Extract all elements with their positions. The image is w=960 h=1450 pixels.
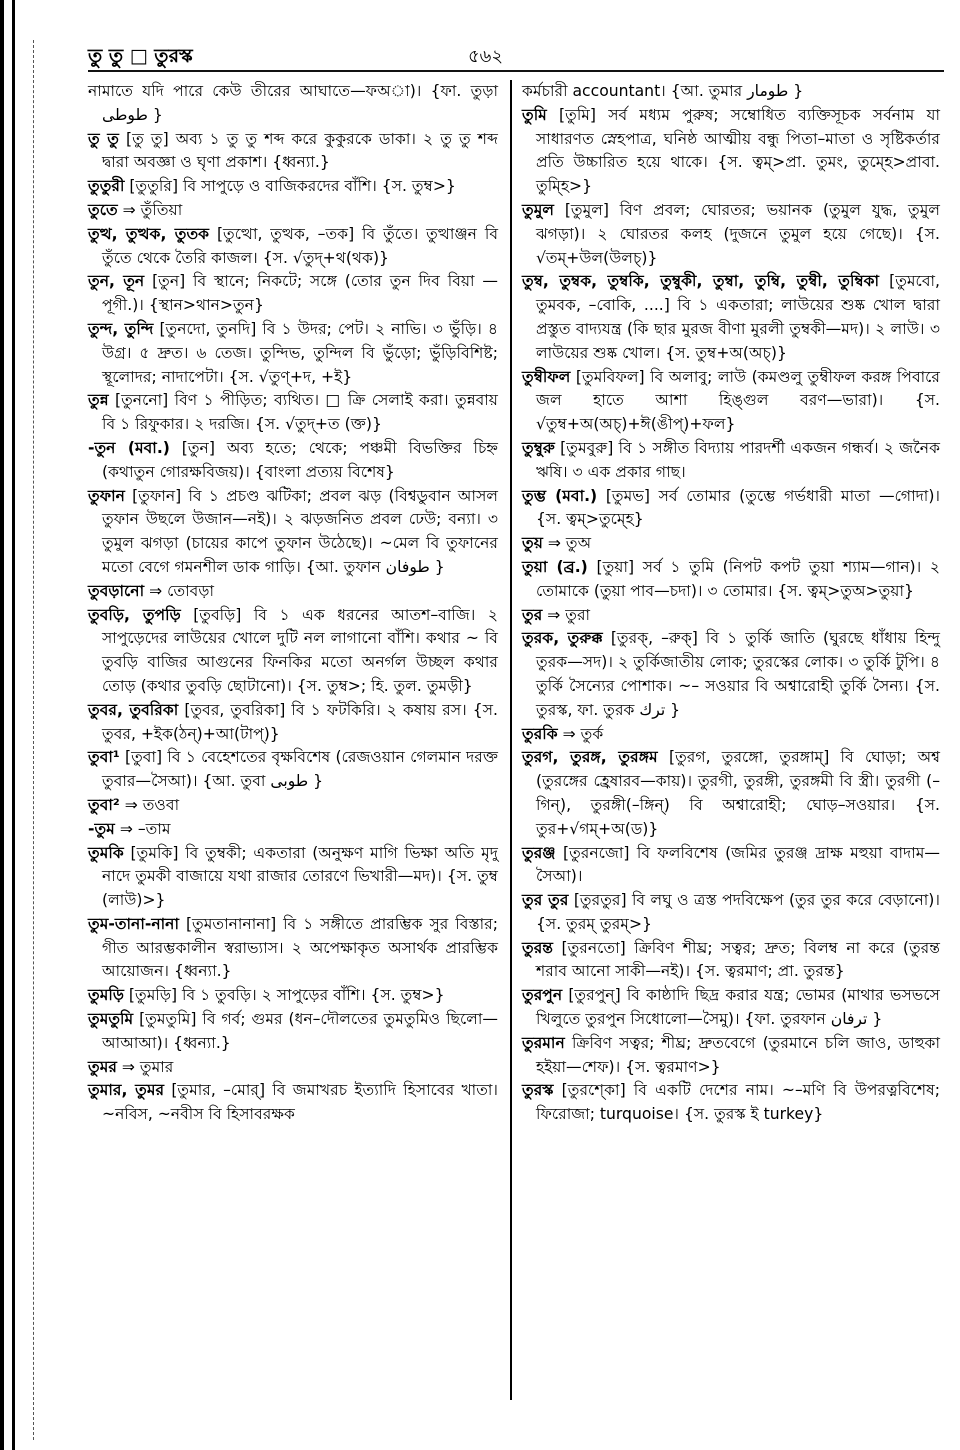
headword: তুমর bbox=[88, 1057, 117, 1076]
dictionary-entry bbox=[522, 604, 940, 628]
dictionary-entry bbox=[522, 556, 940, 604]
dictionary-entry bbox=[88, 818, 498, 842]
dictionary-entry bbox=[522, 889, 940, 937]
headword: তুম্ব, তুম্বক, তুম্বকি, তুম্বুকী, তুম্বা, তুম্বি, তুম্বী, তুম্বিকা bbox=[522, 272, 880, 291]
headword: তুফান bbox=[88, 486, 125, 505]
page-number: ৫৬২ bbox=[468, 46, 504, 67]
definition: [তুবর, তুবরিকা] বি ১ ফটকিরি। ২ কষায় রস। {স. তুবর, +ইক(ঠন্)+আ(টাপ্)} bbox=[102, 700, 498, 743]
definition: ⇒ তুঁতিয়া bbox=[122, 200, 183, 219]
headword: তুমকি bbox=[88, 843, 124, 862]
definition: [তুরনজো] বি ফলবিশেষ (জমির তুরঞ্জ দ্রাক্ষ মহুয়া বাদাম—সৈআ)। bbox=[536, 843, 940, 886]
dictionary-entry bbox=[88, 389, 498, 437]
definition: [তুমার, –মোর্] বি জমাখরচ ইত্যাদি হিসাবের খাতা। ~নবিস, ~নবীস বি হিসাবরক্ষক bbox=[102, 1081, 498, 1124]
definition: [তুরতুর] বি লঘু ও ত্রস্ত পদবিক্ষেপ (তুর তুর করে বেড়ানো)। {স. তুরম্ তুরম্>} bbox=[536, 891, 940, 933]
headword: তুতে bbox=[88, 200, 118, 219]
headword: তুবড়ি, তুপড়ি bbox=[88, 605, 181, 624]
headword: তুবড়ানো bbox=[88, 581, 145, 600]
definition: ক্রিবিণ সত্বর; শীঘ্র; দ্রুতবেগে (তুরমানে চলি জাও, ডাহুকা হইয়া—শেফ)। {স. ত্বরমাণ>} bbox=[536, 1033, 940, 1076]
dictionary-entry bbox=[88, 842, 498, 913]
headword: তুন্ন bbox=[88, 391, 109, 410]
definition: [তুমড়ি] বি ১ তুবড়ি। ২ সাপুড়ের বাঁশি। {স. তুম্ব>} bbox=[128, 986, 445, 1005]
dictionary-entry bbox=[88, 984, 498, 1008]
header-rule bbox=[88, 70, 944, 72]
dictionary-entry bbox=[88, 604, 498, 699]
definition: ⇒ তোবড়া bbox=[149, 581, 215, 600]
definition: [তুরশ্কো] বি একটি দেশের নাম। ~–মণি বি উপরত্নবিশেষ; ফিরোজা; turquoise। {স. তুরস্ক ই turkey} bbox=[536, 1081, 940, 1124]
definition: [তুনদো, তুনদি] বি ১ উদর; পেট। ২ নাভি। ৩ ভুঁড়ি। ৪ উগ্র। ৫ দ্রুত। ৬ তেজ। তুন্দিভ, তুন্দিল বি ভুঁড়ো; ভুঁড়িবিশিষ্ট; স্থূলোদর; নাদাপেটা। {স. √তুণ্+দ, +ই} bbox=[102, 319, 498, 386]
dictionary-entry bbox=[522, 723, 940, 747]
definition: [তুরক্, –রুক্] বি ১ তুর্কি জাতি (ঘুরছে ধাঁধায় হিন্দু তুরক—সদ)। ২ তুর্কিজাতীয় লোক; তুরস্কের লোক। ৩ তুর্কি টুপি। ৪ তুর্কি সৈন্যের পোশাক। ~– সওয়ার বি অশ্বারোহী তুর্কি সৈন্য। {স. তুরস্ক, ফা. তুরক ترك } bbox=[536, 629, 940, 719]
binding-shadow bbox=[33, 40, 35, 1440]
dictionary-entry bbox=[522, 270, 940, 365]
dictionary-entry bbox=[88, 128, 498, 176]
dictionary-entry bbox=[88, 80, 498, 128]
definition: [তুরগ, তুরঙ্গো, তুরঙ্গাম্] বি ঘোড়া; অশ্ব (তুরঙ্গের হ্রেষারব—কায়)। তুরগী, তুরঙ্গী, তুরঙ্গমী বি স্ত্রী। তুরগী (–গিন্), তুরঙ্গী(–ঙ্গিন্) বি অশ্বারোহী; ঘোড়–সওয়ার। {স. তুর+√গম্+অ(ড)} bbox=[536, 748, 940, 838]
headword: তু তু bbox=[88, 129, 119, 148]
definition: [তুমকি] বি তুম্বকী; একতারা (অনুক্ষণ মাগি ভিক্ষা অতি মৃদু নাদে তুমকী বাজায়ে যথা রাজার তোরণে ভিখারী—মদ)। {স. তুম্ব (লাউ)>} bbox=[102, 843, 498, 910]
definition: [তুত্থো, তুত্থক, –তক] বি তুঁতে। তুত্থাঞ্জন বি তুঁতে থেকে তৈরি কাজল। {স. √তুদ্+থ(থক)} bbox=[102, 224, 498, 267]
dictionary-entry bbox=[88, 913, 498, 984]
dictionary-entry bbox=[88, 1079, 498, 1127]
headword: তুরগ, তুরঙ্গ, তুরঙ্গম bbox=[522, 748, 658, 767]
binding-bar bbox=[12, 0, 15, 1450]
headword: তুমড়ি bbox=[88, 986, 124, 1005]
headword: তুবা¹ bbox=[88, 748, 120, 767]
dictionary-entry bbox=[522, 1032, 940, 1080]
dictionary-entry bbox=[522, 627, 940, 722]
headword: তুরঞ্জ bbox=[522, 843, 556, 862]
definition: [তুননো] বিণ ১ পীড়িত; ব্যথিত। □ ক্রি সেলাই করা। তুন্নবায় বি ১ রিফুকার। ২ দরজি। {স. √তুদ্+ত (ক্ত)} bbox=[102, 391, 498, 434]
dictionary-entry bbox=[88, 437, 498, 485]
headword: তুমি bbox=[522, 105, 547, 124]
definition: [তুবড়ি] বি ১ এক ধরনের আতশ–বাজি। ২ সাপুড়েদের লাউয়ের খোলে দুটি নল লাগানো বাঁশি। কথার ~ বি তুবড়ি বাজির আগুনের ফিনকির মতো অনর্গল উচ্ছল কথার তোড় (কথার তুবড়ি ছোটানো)। {স. তুম্ব>; হি. তুল. তুমড়ী} bbox=[102, 605, 498, 695]
dictionary-entry bbox=[88, 580, 498, 604]
headword: তুমার, তুমর bbox=[88, 1081, 165, 1100]
binding-bar bbox=[0, 0, 4, 1450]
headword: তুর bbox=[522, 605, 543, 624]
headword: তুরমান bbox=[522, 1033, 565, 1052]
dictionary-entry bbox=[522, 437, 940, 485]
dictionary-entry bbox=[522, 199, 940, 270]
left-column bbox=[88, 80, 498, 1127]
headword: -তুন (মবা.) bbox=[88, 438, 170, 457]
page-header bbox=[88, 40, 944, 68]
dictionary-entry bbox=[522, 80, 940, 104]
definition: ⇒ –তাম bbox=[119, 819, 171, 838]
dictionary-entry bbox=[88, 1008, 498, 1056]
definition: ⇒ তুরা bbox=[547, 605, 591, 624]
definition: কর্মচারী accountant। {আ. তুমার طومار } bbox=[522, 82, 804, 100]
definition: [তুন] বি স্থানে; নিকটে; সঙ্গে (তোর তুন দিব বিয়া —পূগী.)। {স্থান>থান>তুন} bbox=[102, 272, 498, 315]
dictionary-entry bbox=[88, 746, 498, 794]
definition: [তুরনতো] ক্রিবিণ শীঘ্র; সত্বর; দ্রুত; বিলম্ব না করে (তুরন্ত শরাব আনো সাকী—নই)। {স. ত্বরমাণ; প্রা. তুরন্ত} bbox=[536, 938, 940, 981]
dictionary-entry bbox=[88, 318, 498, 389]
dictionary-entry bbox=[522, 746, 940, 841]
headword: তুরপুন bbox=[522, 986, 563, 1005]
dictionary-entry bbox=[522, 842, 940, 890]
definition: [তুমতানানানা] বি ১ সঙ্গীতে প্রারম্ভিক সুর বিস্তার; গীত আরম্ভকালীন স্বরাভ্যাস। ২ অপেক্ষাকৃত অসার্থক প্রারম্ভিক আয়োজন। {ধ্বন্যা.} bbox=[102, 914, 498, 981]
definition: ⇒ তুমার bbox=[121, 1057, 174, 1076]
headword: তুম্ভ (মবা.) bbox=[522, 486, 598, 505]
dictionary-entry bbox=[88, 175, 498, 199]
definition: [তুমতুমি] বি গর্ব; গুমর (ধন–দৌলতের তুমতুমিও ছিলো— আআআ)। {ধ্বন্যা.} bbox=[102, 1010, 498, 1052]
headword: তুমুল bbox=[522, 200, 554, 219]
dictionary-entry bbox=[522, 366, 940, 437]
dictionary-entry bbox=[88, 199, 498, 223]
headword: তুমতুমি bbox=[88, 1010, 134, 1029]
definition: [তুয়া] সর্ব ১ তুমি (নিপট কপট তুয়া শ্যাম—গান)। ২ তোমাকে (তুয়া পাব—চদা)। ৩ তোমার। {স. ত্বম্>তুঅ>তুয়া} bbox=[536, 557, 941, 600]
definition: [তুন] অব্য হতে; থেকে; পঞ্চমী বিভক্তির চিহ্ন (কথাতুন গোরক্ষবিজয়)। {বাংলা প্রত্যয় বিশেষ} bbox=[102, 438, 498, 481]
headword: তুন্দ, তুন্দি bbox=[88, 319, 154, 338]
headword: তুয় bbox=[522, 534, 543, 553]
headword: তুবা² bbox=[88, 795, 120, 814]
headword: তুম্বীফল bbox=[522, 367, 571, 386]
definition: [তুবা] বি ১ বেহেশতের বৃক্ষবিশেষ (রেজওয়ান গেলমান দরক্ত তুবার—সৈআ)। {আ. তুবা طوبی } bbox=[102, 748, 498, 791]
headword: তুরক, তুরুক্ক bbox=[522, 629, 603, 648]
definition: [তুমবো, তুমবক, –বোকি, ....] বি ১ একতারা; লাউয়ের শুষ্ক খোল দ্বারা প্রস্তুত বাদ্যযন্ত্র (কি ছার মুরজ বীণা মুরলী তুম্বকী—মদ)। ২ লাউ। ৩ লাউয়ের শুষ্ক খোল। {স. তুম্ব+অ(অচ্)} bbox=[536, 272, 940, 362]
headword: তুন, তূন bbox=[88, 272, 145, 291]
definition: [তুমি] সর্ব মধ্যম পুরুষ; সম্বোধিত ব্যক্তিসূচক সর্বনাম যা সাধারণত স্নেহপাত্র, ঘনিষ্ঠ আত্মীয় বন্ধু পিতা–মাতা ও সৃষ্টিকর্তার প্রতি উচ্চারিত হয়ে থাকে। {স. ত্বম্>প্রা. তুমং, তুম্হে>প্রাবা. তুম্হি>} bbox=[536, 105, 940, 196]
headword: তুরন্ত bbox=[522, 938, 554, 957]
definition: [তুমবিফল] বি অলাবু; লাউ (কমণ্ডলু তুম্বীফল করঙ্গ পিবারে জল হাতে আশা হিঙ্গুল বরণ—ভারা)। {স. √তুম্ব+অ(অচ্)+ঈ(ঙীপ্)+ফল} bbox=[536, 367, 940, 434]
dictionary-entry bbox=[88, 699, 498, 747]
dictionary-entry bbox=[88, 270, 498, 318]
headword: -তুম bbox=[88, 819, 115, 838]
definition: [তুরপুন্] বি কাষ্ঠাদি ছিদ্র করার যন্ত্র; ভোমর (মাথার ভসভসে খিলুতে তুরপুন সিধোলো—সৈমু)। {ফা. তুরফান ترفان } bbox=[536, 986, 940, 1029]
dictionary-entry bbox=[522, 104, 940, 199]
dictionary-entry bbox=[88, 1056, 498, 1080]
headword: তুতুরী bbox=[88, 177, 125, 196]
dictionary-entry bbox=[522, 1079, 940, 1127]
dictionary-entry bbox=[88, 223, 498, 271]
dictionary-entry bbox=[522, 532, 940, 556]
headword: তুরস্ক bbox=[522, 1081, 554, 1100]
headword: তুত্থ, তুত্থক, তুতক bbox=[88, 224, 210, 243]
definition: নামাতে যদি পারে কেউ তীরের আঘাতে—ফঅা)। {ফা. তুড়া طوطی } bbox=[88, 82, 498, 124]
definition: [তুফান] বি ১ প্রচণ্ড ঝটিকা; প্রবল ঝড় (বিশ্বডুবান আসল তুফান উছলে উজান—নই)। ২ ঝড়জনিত প্রবল ঢেউ; বন্যা। ৩ তুমুল ঝগড়া (চায়ের কাপে তুফান উঠেছে)। ~মেল বি তুফানের মতো বেগে গমনশীল ডাক গাড়ি। {আ. তুফান طوفان } bbox=[102, 486, 498, 576]
definition: [তুতুরি] বি সাপুড়ে ও বাজিকরদের বাঁশি। {স. তুম্ব>} bbox=[129, 177, 456, 196]
definition: [তুমবুরু] বি ১ সঙ্গীত বিদ্যায় পারদর্শী একজন গন্ধর্ব। ২ জনৈক ঋষি। ৩ এক প্রকার গাছ। bbox=[536, 438, 940, 481]
dictionary-entry bbox=[88, 485, 498, 580]
headword: তুয়া (ব্র.) bbox=[522, 557, 588, 576]
scan-binding-edge bbox=[0, 0, 20, 1450]
dictionary-entry bbox=[522, 485, 940, 533]
headword: তুম-তানা-নানা bbox=[88, 914, 180, 933]
headword: তুর তুর bbox=[522, 891, 569, 910]
definition: [তুমভ] সর্ব তোমার (তুম্ভে গর্ভধারী মাতা —গোদা)। {স. ত্বম্>তুম্হে} bbox=[536, 486, 940, 529]
dictionary-entry bbox=[88, 794, 498, 818]
definition: ⇒ তুঅ bbox=[547, 534, 592, 553]
definition: ⇒ তুর্ক bbox=[562, 724, 604, 743]
headword: তুবর, তুবরিকা bbox=[88, 700, 179, 719]
dictionary-entry bbox=[522, 937, 940, 985]
definition: [তু তু] অব্য ১ তু তু শব্দ করে কুকুরকে ডাকা। ২ তু তু শব্দ দ্বারা অবজ্ঞা ও ঘৃণা প্রকাশ। {ধ্বন্যা.} bbox=[102, 129, 498, 172]
column-divider bbox=[510, 80, 512, 1400]
definition: [তুমুল] বিণ প্রবল; ঘোরতর; ভয়ানক (তুমুল যুদ্ধ, তুমুল ঝগড়া)। ২ ঘোরতর কলহ (দুজনে তুমুল হয়ে গেছে)। {স. √তম্+উল(উলচ্)} bbox=[536, 200, 940, 267]
guide-words: তু তু □ তুরস্ক bbox=[88, 45, 193, 67]
right-column bbox=[522, 80, 940, 1127]
definition: ⇒ তওবা bbox=[124, 795, 180, 814]
headword: তুম্বুরু bbox=[522, 438, 555, 457]
dictionary-entry bbox=[522, 984, 940, 1032]
headword: তুরকি bbox=[522, 724, 558, 743]
